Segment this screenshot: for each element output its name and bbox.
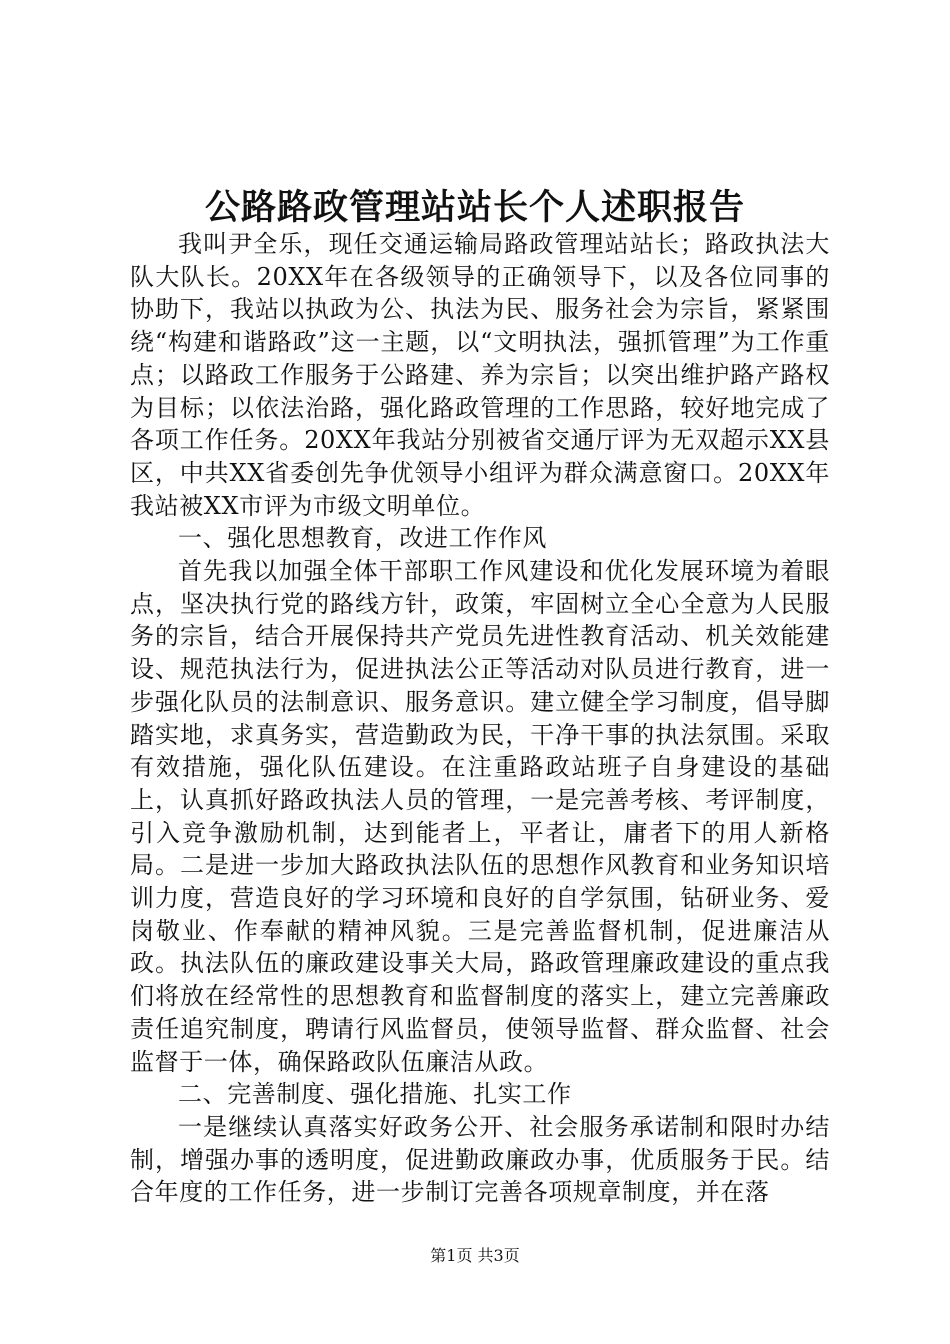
section-2-paragraph: 一是继续认真落实好政务公开、社会服务承诺制和限时办结制，增强办事的透明度，促进勤政廉政办事，优质服务于民。结合年度的工作任务，进一步制订完善各项规章制度，并在落 [130, 1112, 830, 1207]
document-body [130, 228, 830, 1209]
intro-paragraph: 我叫尹全乐，现任交通运输局路政管理站站长；路政执法大队大队长。20XX年在各级领导的正确领导下，以及各位同事的协助下，我站以执政为公、执法为民、服务社会为宗旨，紧紧围绕“构建和谐路政”这一主题，以“文明执法，强抓管理”为工作重点；以路政工作服务于公路建、养为宗旨；以突出维护路产路权为目标；以依法治路，强化路政管理的工作思路，较好地完成了各项工作任务。20XX年我站分别被省交通厅评为无双超示XX县区，中共XX省委创先争优领导小组评为群众满意窗口。20XX年我站被XX市评为市级文明单位。 [130, 230, 830, 520]
section-heading-2: 二、完善制度、强化措施、扎实工作 [178, 1080, 572, 1109]
section-heading-1: 一、强化思想教育，改进工作作风 [178, 524, 547, 553]
page-number-footer: 第1页 共3页 [430, 1246, 520, 1265]
document-title: 公路路政管理站站长个人述职报告 [204, 187, 745, 228]
section-1-paragraph: 首先我以加强全体干部职工作风建设和优化发展环境为着眼点，坚决执行党的路线方针，政策，牢固树立全心全意为人民服务的宗旨，结合开展保持共产党员先进性教育活动、机关效能建设、规范执法行为，促进执法公正等活动对队员进行教育，进一步强化队员的法制意识、服务意识。建立健全学习制度，倡导脚踏实地，求真务实，营造勤政为民，干净干事的执法氛围。采取有效措施，强化队伍建设。在注重路政站班子自身建设的基础上，认真抓好路政执法人员的管理，一是完善考核、考评制度，引入竞争激励机制，达到能者上，平者让，庸者下的用人新格局。二是进一步加大路政执法队伍的思想作风教育和业务知识培训力度，营造良好的学习环境和良好的自学氛围，钻研业务、爱岗敬业、作奉献的精神风貌。三是完善监督机制，促进廉洁从政。执法队伍的廉政建设事关大局，路政管理廉政建设的重点我们将放在经常性的思想教育和监督制度的落实上，建立完善廉政责任追究制度，聘请行风监督员，使领导监督、群众监督、社会监督于一体，确保路政队伍廉洁从政。 [130, 557, 830, 1076]
